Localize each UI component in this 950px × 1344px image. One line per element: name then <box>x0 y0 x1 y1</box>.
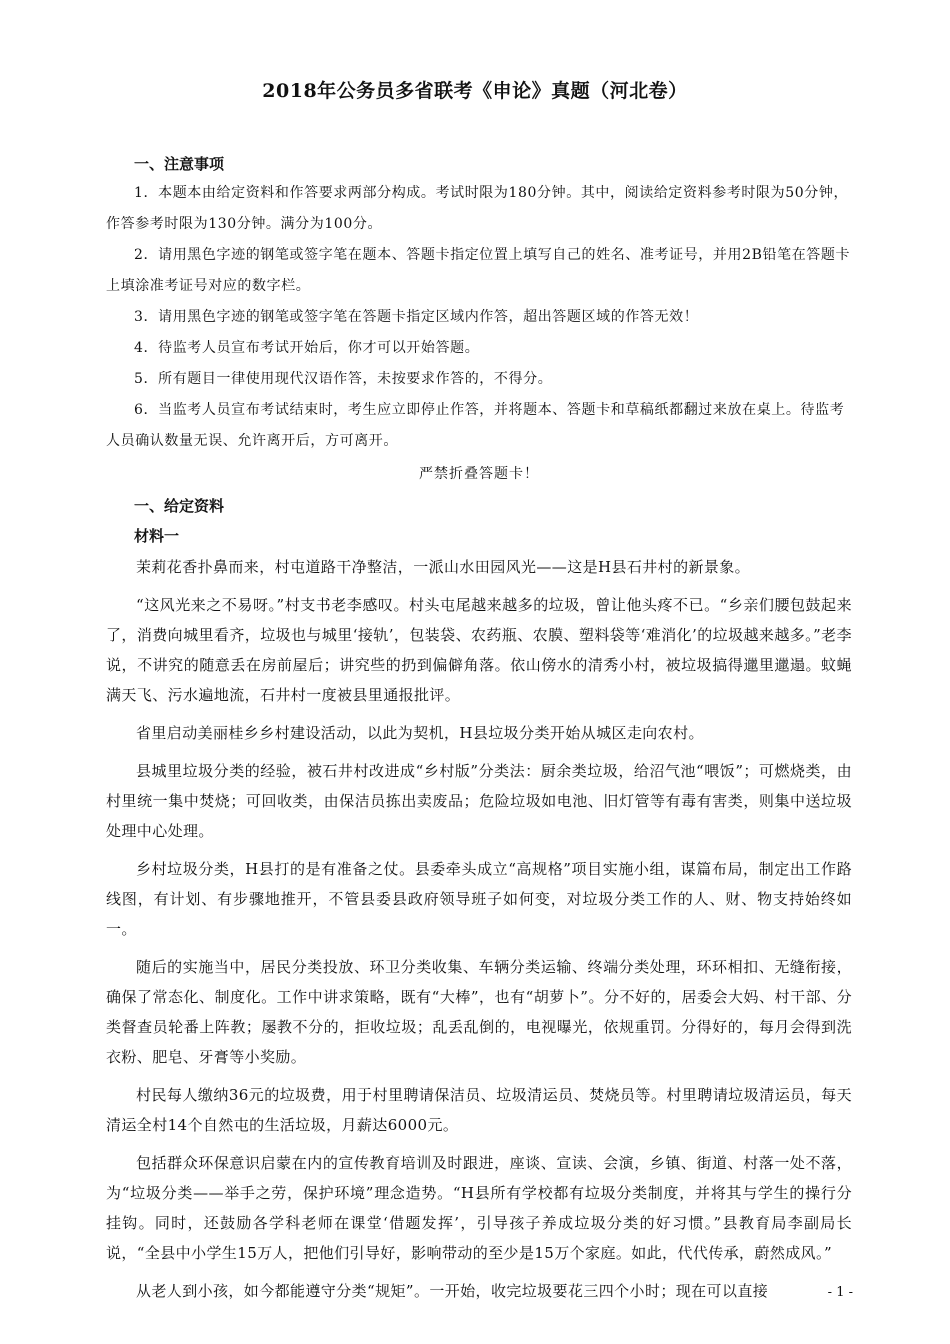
material-paragraph: 村民每人缴纳36元的垃圾费，用于村里聘请保洁员、垃圾清运员、焚烧员等。村里聘请垃圾清运员，每天清运全村14个自然屯的生活垃圾，月薪达6000元。 <box>106 1086 852 1134</box>
material-paragraph: 茉莉花香扑鼻而来，村屯道路干净整洁，一派山水田园风光——这是H县石井村的新景象。 <box>136 558 751 576</box>
no-folding-warning: 严禁折叠答题卡！ <box>419 466 539 482</box>
materials-heading: 一、给定资料 <box>134 497 225 515</box>
notice-item: 4．待监考人员宣布考试开始后，你才可以开始答题。 <box>134 340 480 356</box>
material-paragraph: 乡村垃圾分类，H县打的是有准备之仗。县委牵头成立“高规格”项目实施小组，谋篇布局，制定出工作路线图，有计划、有步骤地推开，不管县委县政府领导班子如何变，对垃圾分类工作的人、财、物支持始终如一。 <box>106 860 852 938</box>
notice-item: 3．请用黑色字迹的钢笔或签字笔在答题卡指定区域内作答，超出答题区域的作答无效！ <box>134 309 699 325</box>
material-paragraph: 包括群众环保意识启蒙在内的宣传教育培训及时跟进，座谈、宣读、会演，乡镇、街道、村落一处不落，为“垃圾分类——举手之劳，保护环境”理念造势。“H县所有学校都有垃圾分类制度，并将其与学生的操行分挂钩。同时，还鼓励各学科老师在课堂‘借题发挥’，引导孩子养成垃圾分类的好习惯。”县教育局李副局长说，“全县中小学生15万人，把他们引导好，影响带动的至少是15万个家庭。如此，代代传承，蔚然成风。” <box>106 1154 852 1262</box>
material-one-title: 材料一 <box>134 527 180 545</box>
material-paragraph: 从老人到小孩，如今都能遵守分类“规矩”。一开始，收完垃圾要花三四个小时；现在可以直接 <box>136 1282 769 1300</box>
material-paragraph: 县城里垃圾分类的经验，被石井村改进成“乡村版”分类法：厨余类垃圾，给沼气池“喂饭”；可燃烧类，由村里统一集中焚烧；可回收类，由保洁员拣出卖废品；危险垃圾如电池、旧灯管等有毒有害类，则集中送垃圾处理中心处理。 <box>106 762 852 840</box>
notice-item: 5．所有题目一律使用现代汉语作答，未按要求作答的，不得分。 <box>134 371 553 387</box>
notice-item: 6．当监考人员宣布考试结束时，考生应立即停止作答，并将题本、答题卡和草稿纸都翻过来放在桌上。待监考人员确认数量无误、允许离开后，方可离开。 <box>106 402 845 449</box>
page-number: - 1 - <box>827 1285 853 1300</box>
notice-heading: 一、注意事项 <box>134 155 225 173</box>
material-paragraph: “这风光来之不易呀。”村支书老李感叹。村头屯尾越来越多的垃圾，曾让他头疼不已。“乡亲们腰包鼓起来了，消费向城里看齐，垃圾也与城里‘接轨’，包装袋、农药瓶、农膜、塑料袋等‘难消化’的垃圾越来越多。”老李说，不讲究的随意丢在房前屋后；讲究些的扔到偏僻角落。依山傍水的清秀小村，被垃圾搞得邋里邋遢。蚊蝇满天飞、污水遍地流，石井村一度被县里通报批评。 <box>106 596 852 704</box>
document-body <box>106 150 852 1314</box>
material-paragraph: 省里启动美丽桂乡乡村建设活动，以此为契机，H县垃圾分类开始从城区走向农村。 <box>136 724 704 742</box>
page-title: 2018年公务员多省联考《申论》真题（河北卷） <box>262 80 688 102</box>
notice-item: 2．请用黑色字迹的钢笔或签字笔在题本、答题卡指定位置上填写自己的姓名、准考证号，并用2B铅笔在答题卡上填涂准考证号对应的数字栏。 <box>106 247 851 294</box>
material-paragraph: 随后的实施当中，居民分类投放、环卫分类收集、车辆分类运输、终端分类处理，环环相扣、无缝衔接，确保了常态化、制度化。工作中讲求策略，既有“大棒”，也有“胡萝卜”。分不好的，居委会大妈、村干部、分类督查员轮番上阵教；屡教不分的，拒收垃圾；乱丢乱倒的，电视曝光，依规重罚。分得好的，每月会得到洗衣粉、肥皂、牙膏等小奖励。 <box>106 958 852 1066</box>
notice-item: 1．本题本由给定资料和作答要求两部分构成。考试时限为180分钟。其中，阅读给定资料参考时限为50分钟，作答参考时限为130分钟。满分为100分。 <box>106 185 849 232</box>
